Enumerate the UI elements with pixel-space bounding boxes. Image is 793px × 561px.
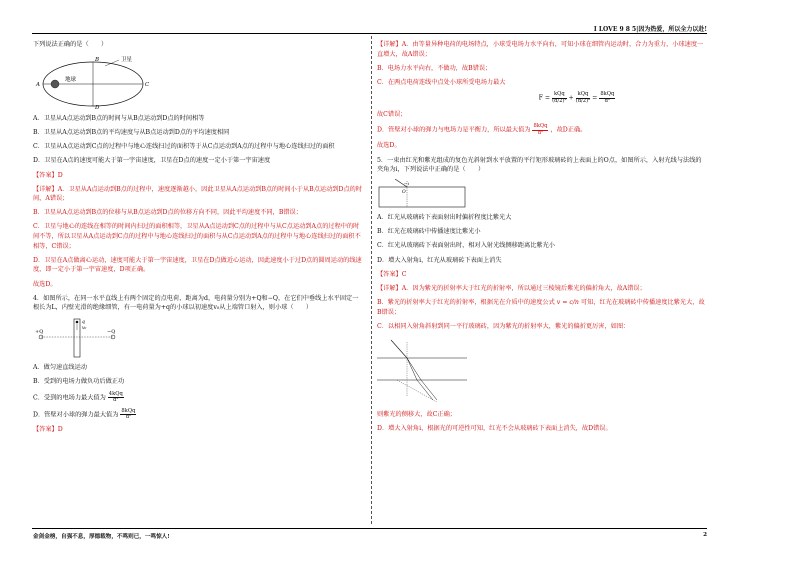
q3-option-b: B．卫星从A点运动到B点的平均速度与从B点运动到D点的平均速度相同 xyxy=(33,129,230,137)
point-a-label: A xyxy=(36,82,40,89)
header-motto: I LOVE 9 8 5|因为热爱，所以全力以赴! xyxy=(593,26,707,33)
q4-detail-b: B．电场力水平向右，不做功，故B错误； xyxy=(377,64,492,72)
orbit-figure xyxy=(33,54,362,110)
q3-option-d: D．卫星在A点的速度可能大于第一宇宙速度，卫星在D点的速度一定小于第一宇宙速度 xyxy=(33,157,271,165)
q5-detail-c: C．以相同入射角斜射到同一平行玻璃砖，因为紫光的折射率大，紫光的偏折更厉害，如图： xyxy=(377,322,630,330)
earth-icon xyxy=(51,80,59,88)
q4-detail-c: C．在两点电荷连线中点处小球所受电场力最大 xyxy=(377,78,506,86)
q5-stem: 5．一束由红光和紫光组成的复色光斜射到水平放置的平行矩形玻璃砖的上表面上的O点，如图所示，入射光线与法线的夹角为i，下列说法中正确的是（ ） xyxy=(377,156,702,174)
q5-detail-d: D．增大入射角i，根据光的可逆性可知，红光不会从玻璃砖下表面上消失，故D错误。 xyxy=(377,424,612,432)
q4-detail-d: D．管壁对小球的弹力与电场力是平衡力，所以最大值为 $\frac{\text{8kQq}}{\text{d²}}$ ，故D正确。 xyxy=(377,123,587,137)
right-column xyxy=(377,40,707,438)
q3-detail-c: C．卫星与地心的连线在相等的时间内扫过的面积相等，卫星从A点运动到C点的过程中与从C点运动到A点的过程中的时间不等，所以卫星从A点运动到C点的过程中与地心连线扫过的面积与从C点运动到A点的过程中与地心连线扫过的面积不相等，C错误； xyxy=(33,223,361,250)
q5-detail-c-conclusion: 则紫光的侧移大，故C正确； xyxy=(377,410,456,418)
plus-charge-label: +Q xyxy=(35,329,44,336)
footer-rule xyxy=(32,528,707,529)
q4-detail-a: 【详解】A．由等量异种电荷的电场特点，小球受电场力水平向右，可知小球在细管内运动时，合力为重力，小球速度一直增大，故A错误； xyxy=(377,41,704,58)
satellite-label: 卫星 xyxy=(121,57,133,64)
refraction-figure xyxy=(377,336,707,406)
i-label: i xyxy=(408,181,410,187)
q4-option-a: A．做匀速直线运动 xyxy=(33,364,87,372)
header-rule xyxy=(32,33,707,34)
q5-detail-b: B．紫光的折射率大于红光的折射率，根据光在介质中的速度公式 v = c/n 可知，红光在玻璃砖中传播速度比紫光大，故B错误； xyxy=(377,298,705,316)
q3-intro: 下列说法正确的是（ ） xyxy=(33,41,108,48)
q5-option-d: D．增大入射角i，红光从玻璃砖下表面上消失 xyxy=(377,256,502,264)
q4-option-b: B．受到的电场力做负功后做正功 xyxy=(33,378,125,386)
glass-slab-figure xyxy=(377,179,707,209)
q4-option-d: D．管壁对小球的弹力最大值为 $\frac{\text{8kQq}}{\text{d²}}$ xyxy=(33,407,136,421)
column-divider xyxy=(371,36,372,524)
q3-detail-b: B．卫星从A点运动到B点的位移与从B点运动到D点的位移方向不同，因此平均速度不同，B错误； xyxy=(33,209,302,217)
q4-stem: 4．如图所示，在同一水平直线上有两个固定的点电荷，距离为d，电荷量分别为+Q和−Q，在它们中垂线上水平固定一根长为L，内壁光滑的绝缘细管，有一电荷量为+q的小球以初速度v₀从上端管口射入，则小球（ ） xyxy=(33,294,359,312)
minus-charge-label: −Q xyxy=(107,329,116,336)
q3-detail-d: D．卫星在A点做离心运动，速度可能大于第一宇宙速度，卫星在D点做近心运动，因此速度小于过D点的圆周运动的线速度，即一定小于第一宇宙速度，D项正确。 xyxy=(33,256,362,274)
v0-label: v₀ xyxy=(82,326,87,332)
q5-option-c: C．红光从玻璃砖下表面射出时，相对入射光线侧移距离比紫光小 xyxy=(377,242,555,250)
o-label: O xyxy=(402,190,406,196)
q3-option-a: A．卫星从A点运动到B点的时间与从B点运动到D点的时间相等 xyxy=(33,115,205,123)
q4-answer: 【答案】D xyxy=(33,426,63,434)
point-d-label: D xyxy=(95,105,100,111)
force-formula: F = $\frac{\text{kQq}}{\text{(d/2)²}}$ + $\frac{\text{kQq}}{\text{(d/2)²}}$ = $\frac{\text{8kQq}}{\text{d²}}$ xyxy=(538,90,615,104)
point-b-label: B xyxy=(95,57,100,64)
q3-choose: 故选D。 xyxy=(33,280,57,288)
q5-answer: 【答案】C xyxy=(377,270,407,278)
page-number: 2 xyxy=(703,532,707,538)
q-label: q xyxy=(82,320,85,326)
charges-tube-figure xyxy=(33,317,362,359)
q5-option-b: B．红光在玻璃砖中传播速度比紫光小 xyxy=(377,228,481,236)
q4-detail-c-conclusion: 故C错误； xyxy=(377,111,407,119)
left-column xyxy=(33,40,362,440)
point-c-label: C xyxy=(145,82,150,89)
q3-answer: 【答案】D xyxy=(33,171,63,179)
q3-option-c: C．卫星从A点运动到C点的过程中与地心连线扫过的面积等于从C点运动到A点的过程中与地心连线扫过的面积 xyxy=(33,143,335,151)
q5-detail-a: 【详解】A．因为紫光的折射率大于红光的折射率，所以通过三棱镜后紫光的偏折角大，故A错误； xyxy=(377,284,646,292)
earth-label: 地球 xyxy=(65,77,77,84)
q4-option-c: C．受到的电场力最大值为 $\frac{\text{4kQq}}{\text{d²}}$ xyxy=(33,390,123,404)
q3-detail-a: 【详解】A．卫星从A点运动到B点的过程中，速度逐渐越小，因此卫星从A点运动到B点的时间小于从B点运动到D点的时间，A错误； xyxy=(33,185,363,203)
footer-slogan: 金剑金榜，自强不息，厚德载物，不鸣则已，一鸣惊人! xyxy=(33,534,170,540)
q4-choose: 故选D。 xyxy=(377,142,401,150)
q5-option-a: A．红光从玻璃砖下表面射出时偏折程度比紫光大 xyxy=(377,214,512,222)
